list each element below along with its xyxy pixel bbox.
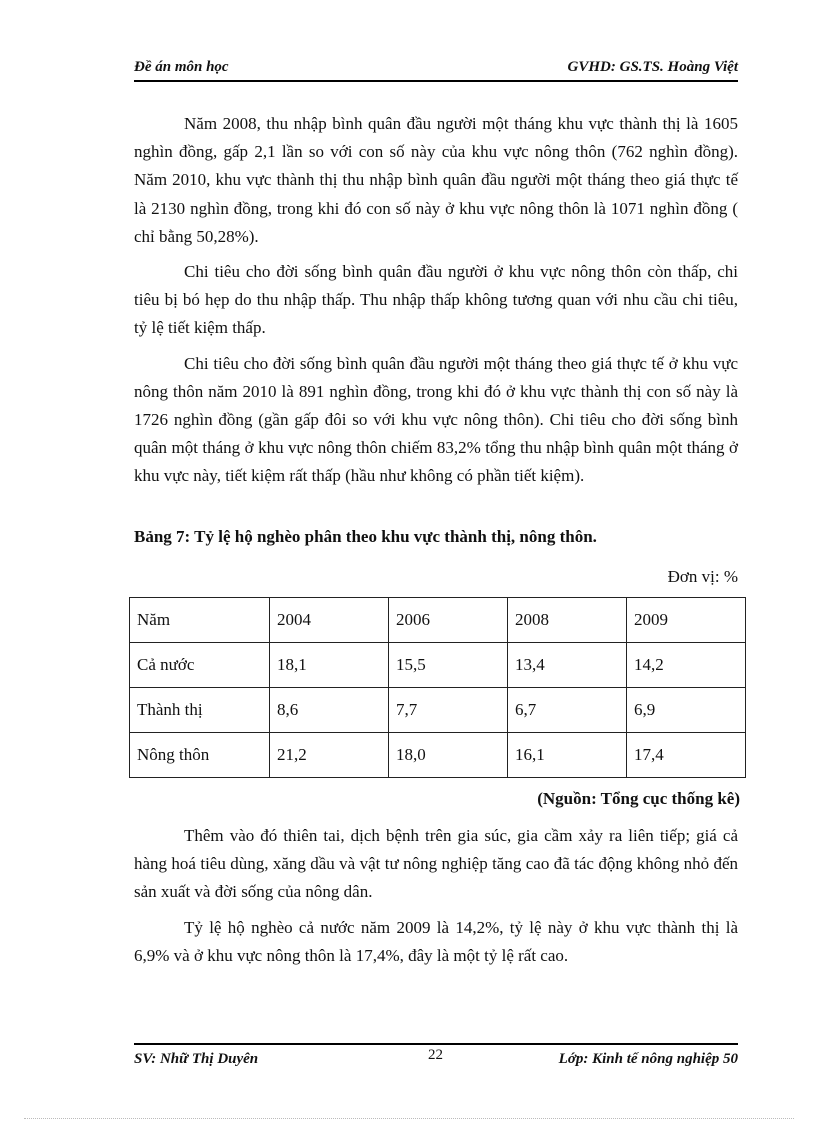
header-course-title: Đề án môn học — [134, 59, 229, 75]
table-header-cell: Năm — [130, 598, 270, 643]
body-section-2 — [134, 822, 738, 977]
table-cell: 8,6 — [270, 688, 389, 733]
body-section-1 — [134, 110, 738, 498]
header-supervisor: GVHD: GS.TS. Hoàng Việt — [567, 59, 738, 75]
table-header-cell: 2009 — [627, 598, 746, 643]
table-cell: Nông thôn — [130, 733, 270, 778]
paragraph-spending: Chi tiêu cho đời sống bình quân đầu người ở khu vực nông thôn còn thấp, chi tiêu bị bó hẹp do thu nhập thấp. Thu nhập thấp không tương quan với nhu cầu chi tiêu, tỷ lệ tiết kiệm thấp. — [134, 262, 738, 338]
table-cell: 17,4 — [627, 733, 746, 778]
paragraph-disasters: Thêm vào đó thiên tai, dịch bệnh trên gia súc, gia cầm xảy ra liên tiếp; giá cả hàng hoá tiêu dùng, xăng dầu và vật tư nông nghiệp tăng cao đã tác động không nhỏ đến sản xuất và đời sống của nông dân. — [134, 826, 738, 902]
table-header-row — [130, 598, 746, 643]
table-cell: 16,1 — [508, 733, 627, 778]
table-unit: Đơn vị: % — [667, 567, 738, 586]
footer-class: Lớp: Kinh tế nông nghiệp 50 — [558, 1051, 738, 1067]
table-cell: 6,7 — [508, 688, 627, 733]
table-cell: Thành thị — [130, 688, 270, 733]
table-cell: 7,7 — [389, 688, 508, 733]
table-header-cell: 2004 — [270, 598, 389, 643]
paragraph-spending-detail: Chi tiêu cho đời sống bình quân đầu người một tháng theo giá thực tế ở khu vực nông thôn năm 2010 là 891 nghìn đồng, trong khi đó ở khu vực thành thị con số này là 1726 nghìn đồng (gần gấp đôi so với khu vực nông thôn). Chi tiêu cho đời sống bình quân một tháng ở khu vực nông thôn chiếm 83,2% tổng thu nhập bình quân một tháng ở khu vực này, tiết kiệm rất thấp (hầu như không có phần tiết kiệm). — [134, 353, 738, 486]
page-edge-divider — [24, 1118, 794, 1119]
table-cell: 15,5 — [389, 643, 508, 688]
table-header-cell: 2006 — [389, 598, 508, 643]
table-header-cell: 2008 — [508, 598, 627, 643]
table-cell: 21,2 — [270, 733, 389, 778]
poverty-rate-table — [129, 597, 746, 778]
page-header — [134, 56, 738, 82]
table-row — [130, 733, 746, 778]
table-row — [130, 688, 746, 733]
table-cell: 14,2 — [627, 643, 746, 688]
table-cell: 6,9 — [627, 688, 746, 733]
footer-student: SV: Nhữ Thị Duyên — [134, 1051, 259, 1067]
table-row — [130, 643, 746, 688]
page-number: 22 — [428, 1047, 443, 1063]
table-cell: Cả nước — [130, 643, 270, 688]
table-cell: 18,1 — [270, 643, 389, 688]
page-footer — [134, 1043, 738, 1073]
paragraph-income: Năm 2008, thu nhập bình quân đầu người một tháng khu vực thành thị là 1605 nghìn đồng, gấp 2,1 lần so với con số này của khu vực nông thôn (762 nghìn đồng). Năm 2010, khu vực thành thị thu nhập bình quân đầu người một tháng theo giá thực tế là 2130 nghìn đồng, trong khi đó con số này ở khu vực nông thôn là 1071 nghìn đồng ( chỉ bằng 50,28%). — [134, 114, 738, 246]
table-source: (Nguồn: Tổng cục thống kê) — [537, 789, 740, 808]
table-cell: 13,4 — [508, 643, 627, 688]
table-title: Bảng 7: Tỷ lệ hộ nghèo phân theo khu vực thành thị, nông thôn. — [134, 527, 597, 546]
paragraph-poverty-rate: Tỷ lệ hộ nghèo cả nước năm 2009 là 14,2%, tỷ lệ này ở khu vực thành thị là 6,9% và ở khu vực nông thôn là 17,4%, đây là một tỷ lệ rất cao. — [134, 917, 738, 965]
table-cell: 18,0 — [389, 733, 508, 778]
